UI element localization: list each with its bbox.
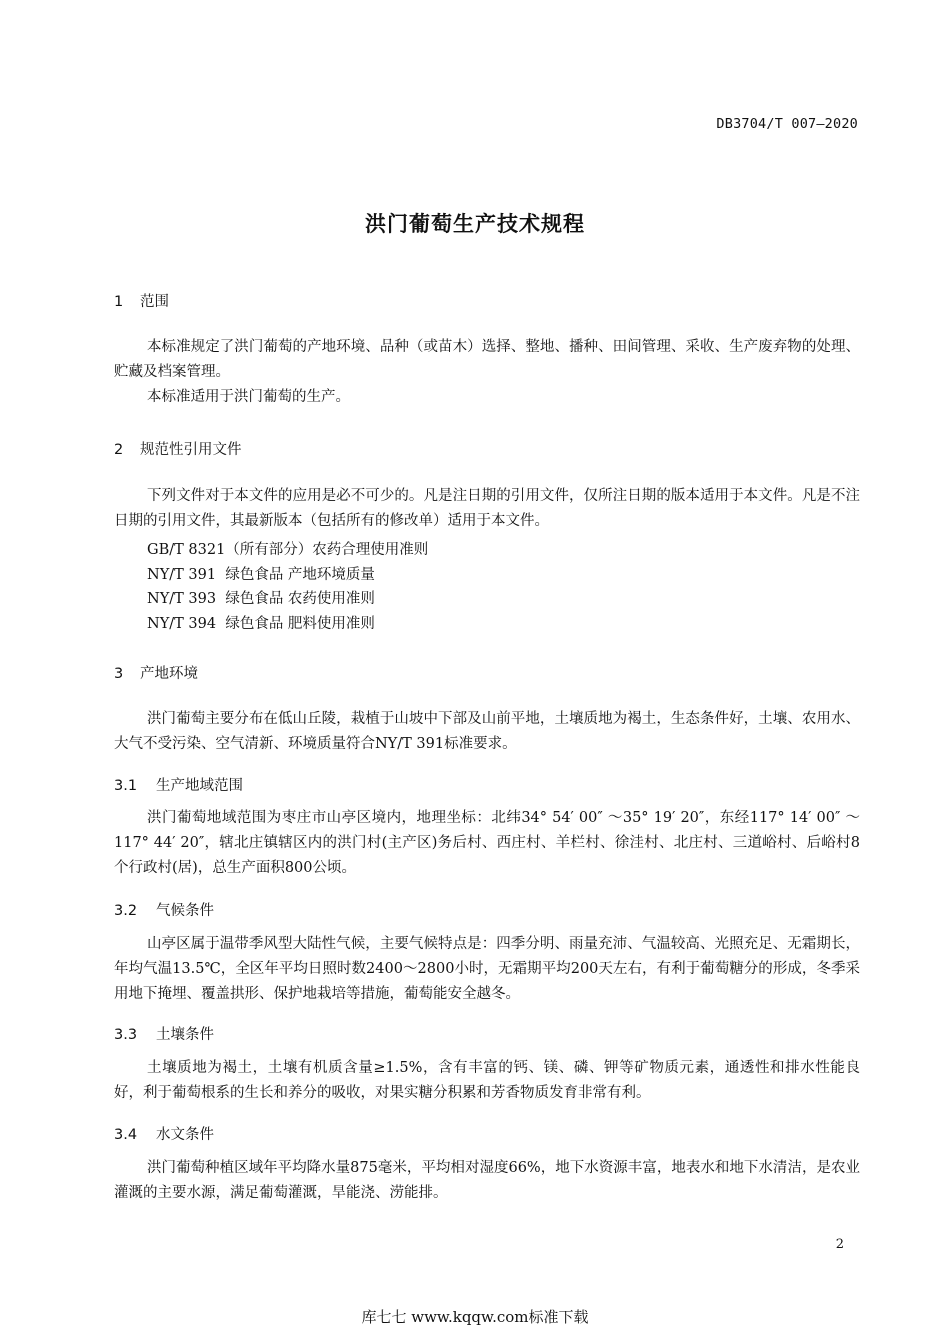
section-title: 范围 <box>140 294 169 310</box>
page-title: 洪门葡萄生产技术规程 <box>365 212 585 236</box>
section-number: 2 <box>114 442 124 458</box>
section-heading-3 <box>114 662 198 683</box>
section-number: 3.1 <box>114 778 138 794</box>
paragraph: 洪门葡萄地域范围为枣庄市山亭区境内，地理坐标：北纬34° 54′ 00″ ～35° 19′ 20″，东经117° 14′ 00″ ～117° 44′ 20″，辖北庄镇辖区内的洪门村(主产区)务后村、西庄村、羊栏村、徐洼村、北庄村、三道峪村、后峪村8个行政村(居)，总生产面积800公顷。 <box>114 810 860 876</box>
paragraph: 土壤质地为褐土，土壤有机质含量≥1.5%，含有丰富的钙、镁、磷、钾等矿物质元素，通透性和排水性能良好，利于葡萄根系的生长和养分的吸收，对果实糖分积累和芳香物质发育非常有利。 <box>114 1060 860 1101</box>
section-title: 产地环境 <box>140 666 198 682</box>
paragraph: 下列文件对于本文件的应用是必不可少的。凡是注日期的引用文件，仅所注日期的版本适用于本文件。凡是不注日期的引用文件，其最新版本（包括所有的修改单）适用于本文件。 <box>114 488 860 529</box>
document-code: DB3704/T 007—2020 <box>716 116 858 132</box>
footer-watermark: 库七七 www.kqqw.com标准下载 <box>361 1308 589 1326</box>
section-number: 3.4 <box>114 1127 138 1143</box>
section-heading-3-2 <box>114 899 214 920</box>
section-heading-3-1 <box>114 774 243 795</box>
section-heading-2 <box>114 438 242 459</box>
section-title: 规范性引用文件 <box>140 442 242 458</box>
paragraph: 本标准适用于洪门葡萄的生产。 <box>147 389 350 405</box>
section-title: 气候条件 <box>156 903 214 919</box>
section-number: 3 <box>114 666 124 682</box>
page-number: 2 <box>835 1237 844 1252</box>
section-number: 3.2 <box>114 903 138 919</box>
paragraph: 洪门葡萄主要分布在低山丘陵，栽植于山坡中下部及山前平地，土壤质地为褐土，生态条件好，土壤、农用水、大气不受污染、空气清新、环境质量符合NY/T 391标准要求。 <box>114 711 860 752</box>
section-title: 土壤条件 <box>156 1027 214 1043</box>
reference-item: NY/T 393 绿色食品 农药使用准则 <box>147 591 375 607</box>
paragraph: 本标准规定了洪门葡萄的产地环境、品种（或苗木）选择、整地、播种、田间管理、采收、生产废弃物的处理、贮藏及档案管理。 <box>114 339 860 380</box>
reference-item: NY/T 394 绿色食品 肥料使用准则 <box>147 616 375 632</box>
paragraph: 洪门葡萄种植区域年平均降水量875毫米，平均相对湿度66%，地下水资源丰富，地表水和地下水清洁，是农业灌溉的主要水源，满足葡萄灌溉，旱能浇、涝能排。 <box>114 1160 860 1201</box>
section-title: 生产地域范围 <box>156 778 243 794</box>
reference-item: NY/T 391 绿色食品 产地环境质量 <box>147 567 375 583</box>
paragraph: 山亭区属于温带季风型大陆性气候，主要气候特点是：四季分明、雨量充沛、气温较高、光照充足、无霜期长，年均气温13.5℃，全区年平均日照时数2400～2800小时，无霜期平均200天左右，有利于葡萄糖分的形成，冬季采用地下掩埋、覆盖拱形、保护地栽培等措施，葡萄能安全越冬。 <box>114 936 860 1002</box>
section-heading-3-3 <box>114 1023 214 1044</box>
section-heading-1 <box>114 290 169 311</box>
section-number: 3.3 <box>114 1027 138 1043</box>
reference-item: GB/T 8321（所有部分）农药合理使用准则 <box>147 542 429 558</box>
section-heading-3-4 <box>114 1123 214 1144</box>
section-title: 水文条件 <box>156 1127 214 1143</box>
section-number: 1 <box>114 294 124 310</box>
